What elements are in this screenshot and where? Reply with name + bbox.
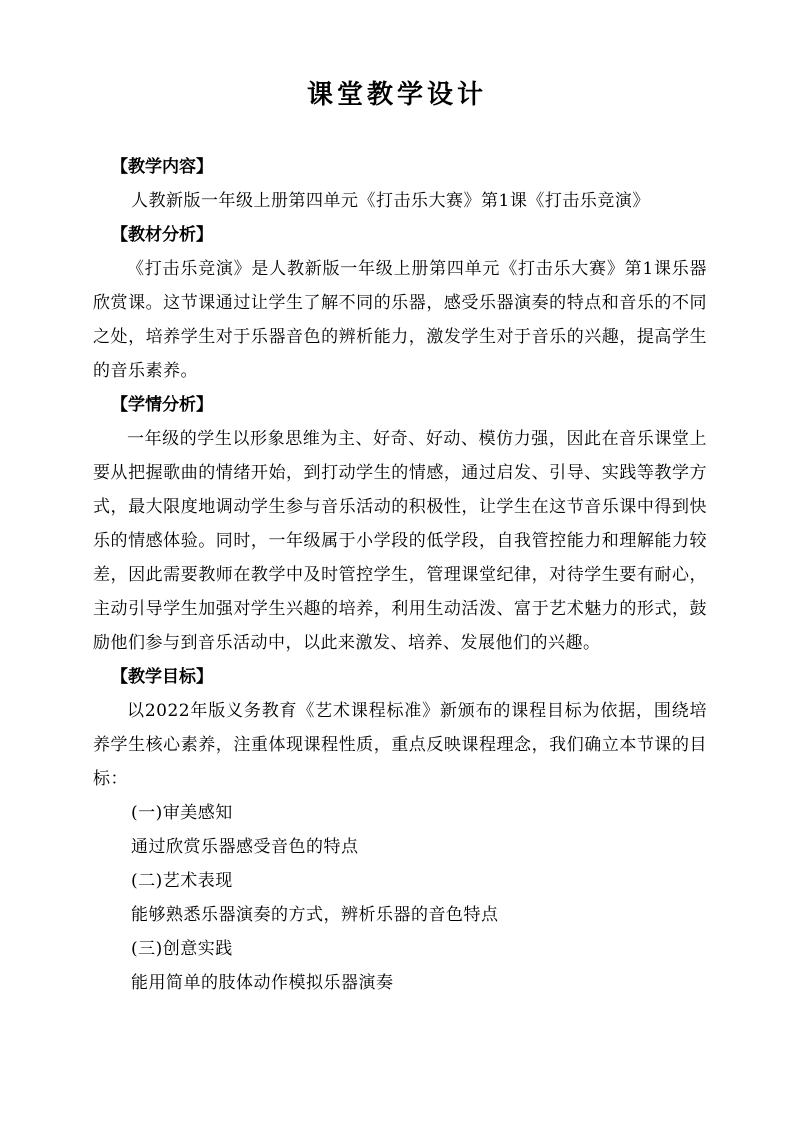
content-text: 人教新版一年级上册第四单元《打击乐大赛》第1课《打击乐竞演》 — [131, 191, 650, 211]
goal-item-creative-text: 能用简单的肢体动作模拟乐器演奏 — [131, 973, 394, 993]
goal-item-art-text: 能够熟悉乐器演奏的方式，辨析乐器的音色特点 — [131, 905, 499, 925]
goal-item-creative-heading: (三)创意实践 — [131, 939, 233, 959]
document-body — [93, 150, 707, 1000]
section-heading-material: 【教材分析】 — [111, 225, 213, 245]
section-heading-students: 【学情分析】 — [111, 395, 213, 415]
material-text: 《打击乐竞演》是人教新版一年级上册第四单元《打击乐大赛》第1课乐器欣赏课。这节课通过让学生了解不同的乐器，感受乐器演奏的特点和音乐的不同之处，培养学生对于乐器音色的辨析能力，激发学生对于音乐的兴趣，提高学生的音乐素养。 — [93, 259, 707, 381]
page-title: 课堂教学设计 — [306, 80, 487, 110]
goal-item-aesthetic-text: 通过欣赏乐器感受音色的特点 — [131, 837, 359, 857]
students-text: 一年级的学生以形象思维为主、好奇、好动、模仿力强，因此在音乐课堂上要从把握歌曲的情绪开始，到打动学生的情感，通过启发、引导、实践等教学方式，最大限度地调动学生参与音乐活动的积极性，让学生在这节音乐课中得到快乐的情感体验。同时，一年级属于小学段的低学段，自我管控能力和理解能力较差，因此需要教师在教学中及时管控学生，管理课堂纪律，对待学生要有耐心，主动引导学生加强对学生兴趣的培养，利用生动活泼、富于艺术魅力的形式，鼓励他们参与到音乐活动中，以此来激发、培养、发展他们的兴趣。 — [93, 429, 707, 653]
goal-item-art-heading: (二)艺术表现 — [131, 871, 233, 891]
goals-intro-text: 以2022年版义务教育《艺术课程标准》新颁布的课程目标为依据，围绕培养学生核心素养，注重体现课程性质，重点反映课程理念，我们确立本节课的目标： — [93, 701, 707, 789]
goal-item-aesthetic-heading: (一)审美感知 — [131, 803, 233, 823]
section-heading-content: 【教学内容】 — [111, 157, 213, 177]
section-heading-goals: 【教学目标】 — [111, 667, 213, 687]
